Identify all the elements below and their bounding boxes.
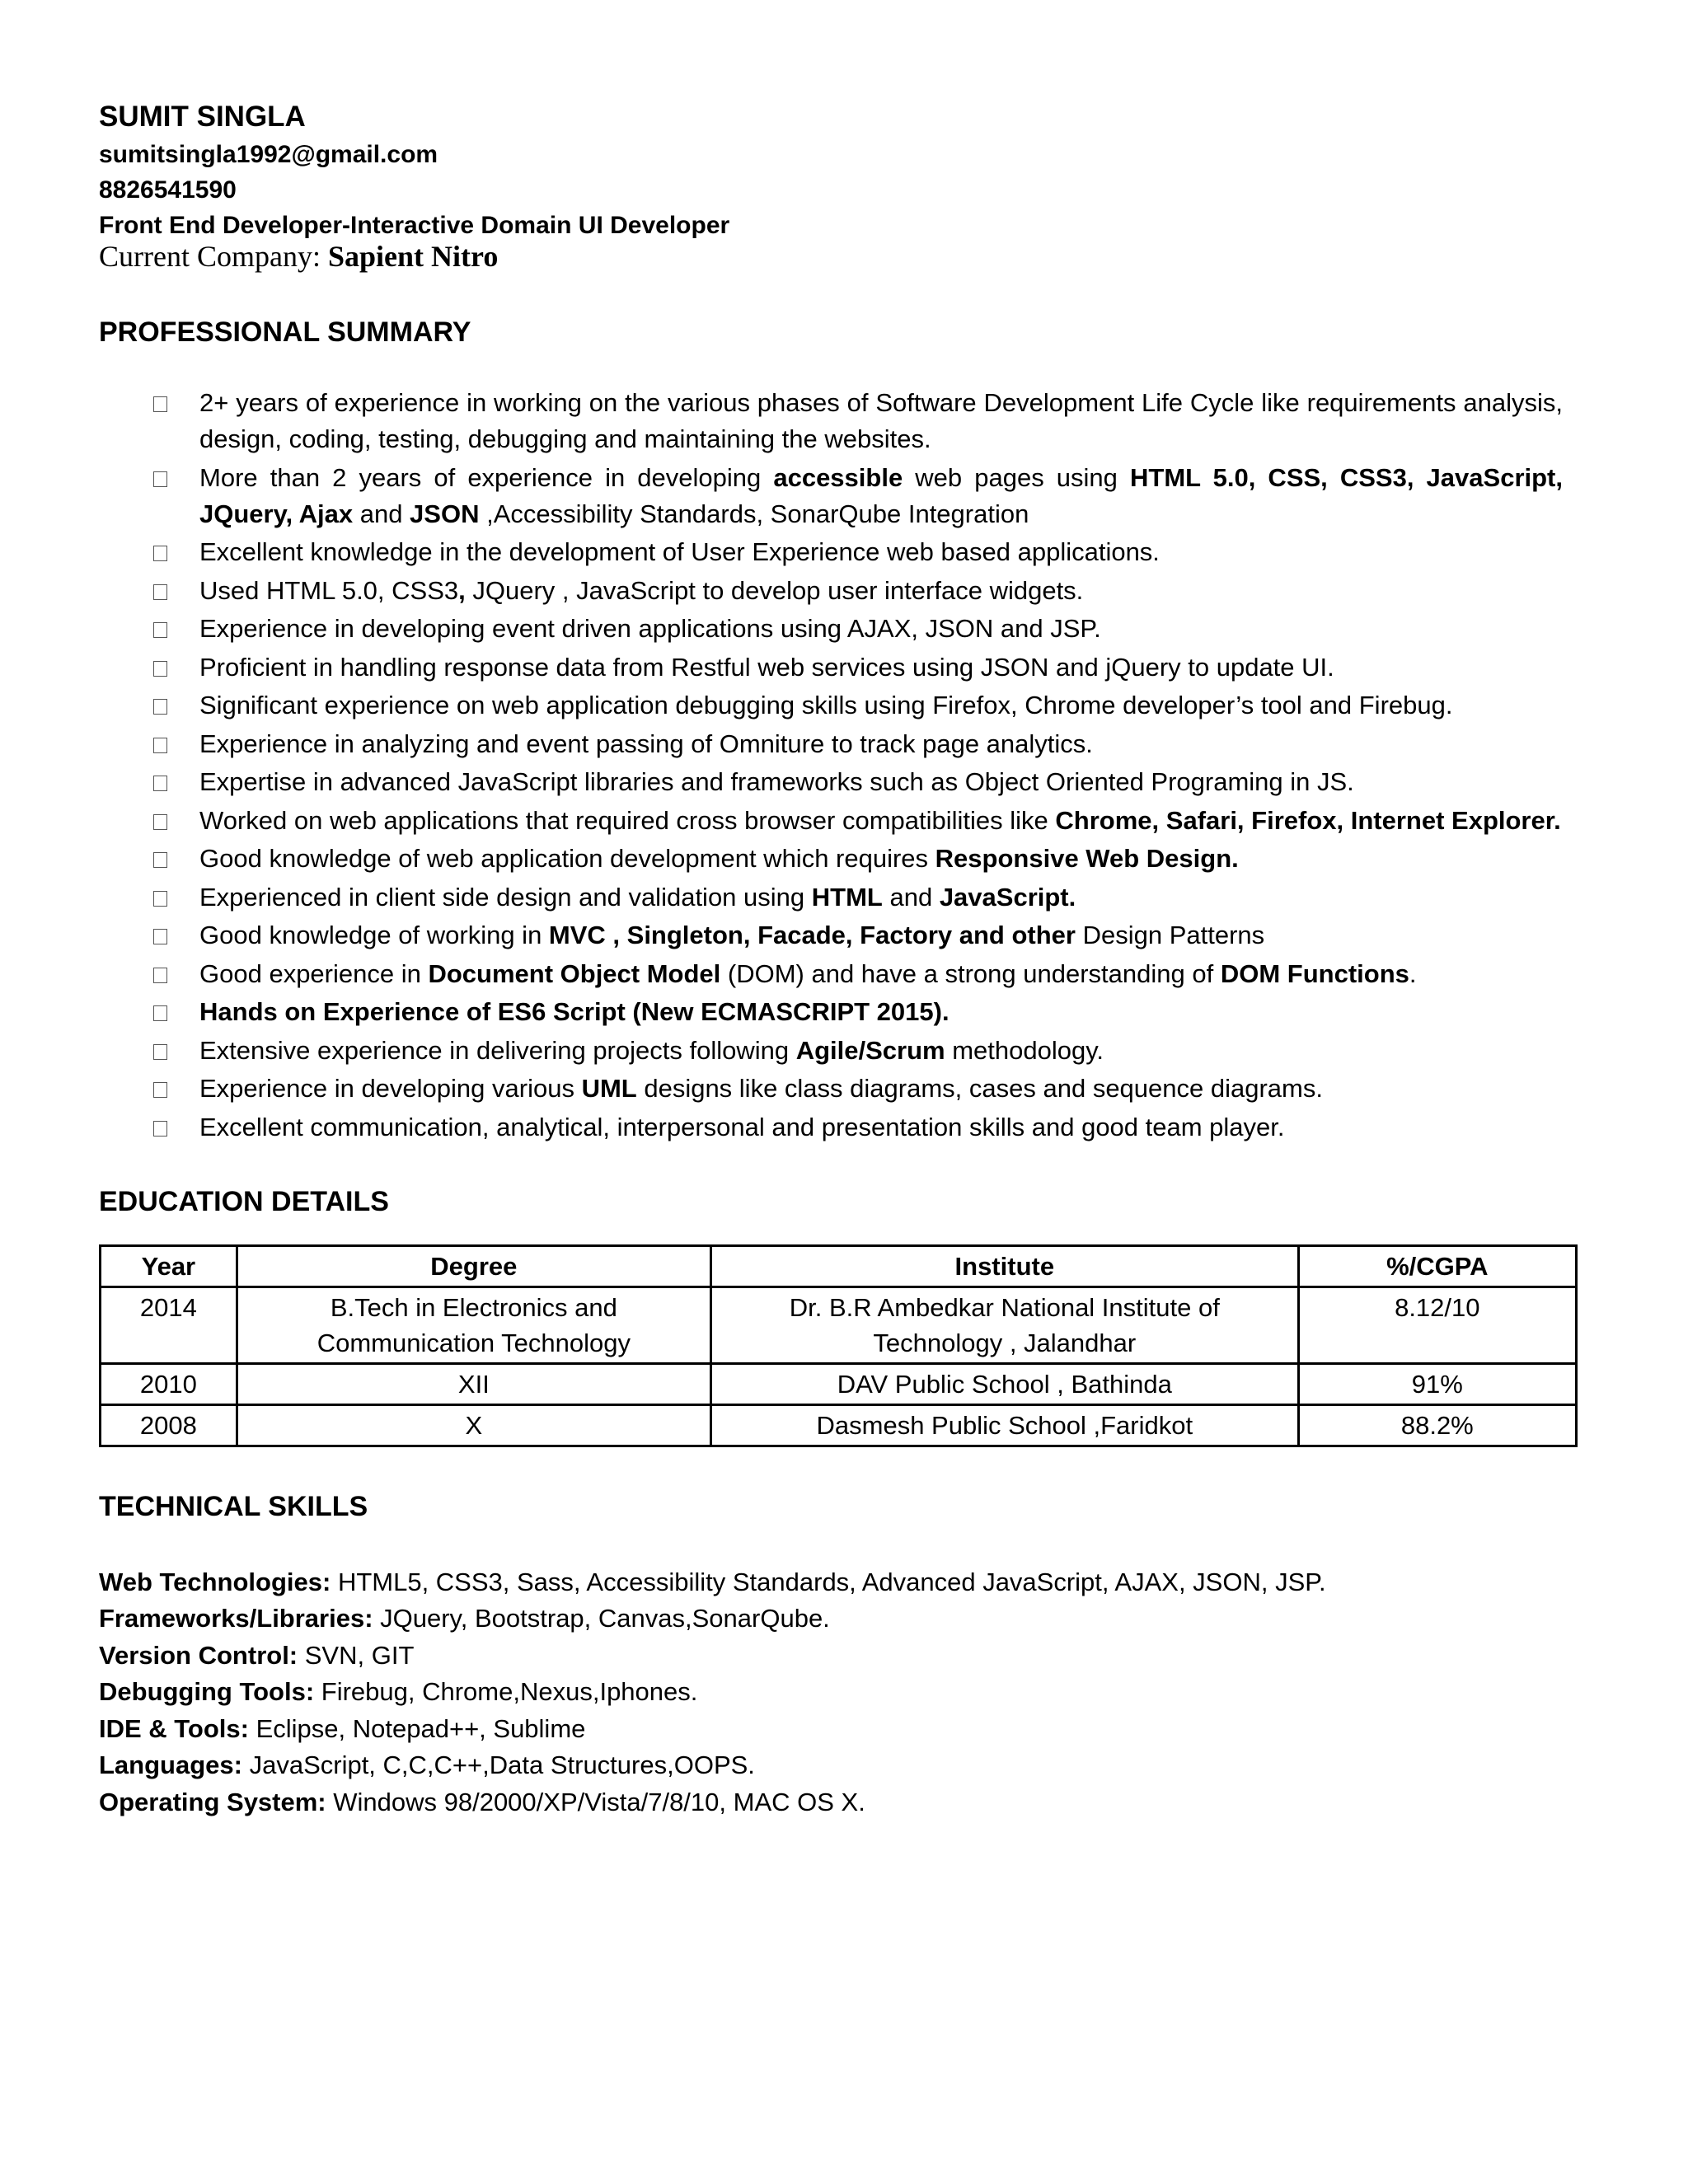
table-header-row xyxy=(101,1245,1577,1286)
checkbox-bullet-icon xyxy=(153,814,167,830)
summary-item-bold-text: MVC , Singleton, Facade, Factory and other xyxy=(548,921,1076,949)
checkbox-bullet-icon xyxy=(153,929,167,944)
summary-item-text: More than 2 years of experience in developing xyxy=(199,462,774,492)
summary-item xyxy=(99,1109,1582,1146)
summary-item-text: Excellent communication, analytical, interpersonal and presentation skills and good team player. xyxy=(199,1112,1285,1141)
summary-item-text: Significant experience on web application debugging skills using Firefox, Chrome developer’s tool and Firebug. xyxy=(199,691,1453,719)
summary-item-bold-text: Chrome, Safari, Firefox, Internet Explorer. xyxy=(1055,805,1561,835)
checkbox-bullet-icon xyxy=(153,396,167,412)
summary-item-text: and xyxy=(882,882,940,912)
summary-item-bold-text: JavaScript. xyxy=(939,882,1076,912)
summary-item-text: web pages using xyxy=(903,462,1131,492)
checkbox-bullet-icon xyxy=(153,584,167,600)
summary-item-text: Proficient in handling response data from Restful web services using JSON and jQuery to update UI. xyxy=(199,652,1334,682)
summary-item-bold-text: UML xyxy=(581,1074,637,1103)
summary-item-text: Worked on web applications that required cross browser compatibilities like xyxy=(199,805,1056,835)
current-company xyxy=(99,240,1582,273)
cell-year: 2008 xyxy=(101,1404,237,1446)
column-header-cgpa: %/CGPA xyxy=(1298,1245,1576,1286)
candidate-name: SUMIT SINGLA xyxy=(99,101,306,133)
skill-label: Version Control: xyxy=(99,1640,298,1670)
summary-item xyxy=(99,994,1582,1030)
skill-line xyxy=(99,1784,1582,1821)
table-row xyxy=(101,1404,1577,1446)
column-header-institute: Institute xyxy=(710,1245,1298,1286)
summary-item-text: Expertise in advanced JavaScript libraries and frameworks such as Object Oriented Programing in JS. xyxy=(199,767,1354,796)
summary-item-bold-text: HTML 5.0, CSS, CSS3, JavaScript, JQuery, Ajax xyxy=(199,462,1563,528)
resume-page xyxy=(99,97,1582,1821)
company-name: Sapient Nitro xyxy=(327,240,499,273)
summary-item-bold-text: DOM Functions xyxy=(1220,958,1409,988)
skill-line xyxy=(99,1564,1582,1601)
summary-item xyxy=(99,917,1582,954)
skill-value: JQuery, Bootstrap, Canvas,SonarQube. xyxy=(373,1604,830,1633)
checkbox-bullet-icon xyxy=(153,852,167,868)
checkbox-bullet-icon xyxy=(153,738,167,753)
skill-label: Operating System: xyxy=(99,1787,326,1816)
skill-line xyxy=(99,1601,1582,1638)
table-row xyxy=(101,1363,1577,1404)
column-header-year: Year xyxy=(101,1245,237,1286)
education-heading: EDUCATION DETAILS xyxy=(99,1185,389,1217)
checkbox-bullet-icon xyxy=(153,1082,167,1098)
table-row xyxy=(101,1286,1577,1363)
cell-cgpa: 88.2% xyxy=(1298,1404,1576,1446)
phone: 8826541590 xyxy=(99,176,237,204)
summary-item xyxy=(99,841,1582,877)
cell-year: 2010 xyxy=(101,1363,237,1404)
summary-item xyxy=(99,879,1582,916)
cell-degree: X xyxy=(237,1404,710,1446)
checkbox-bullet-icon xyxy=(153,776,167,791)
skill-line xyxy=(99,1747,1582,1784)
skill-value: JavaScript, C,C,C++,Data Structures,OOPS. xyxy=(241,1750,755,1779)
summary-item xyxy=(99,726,1582,762)
summary-item-text: Experience in developing various xyxy=(199,1074,582,1103)
summary-item-text: Extensive experience in delivering projects following xyxy=(199,1035,796,1065)
checkbox-bullet-icon xyxy=(153,546,167,561)
cell-cgpa: 8.12/10 xyxy=(1298,1286,1576,1363)
summary-item-text: Experience in analyzing and event passing of Omniture to track page analytics. xyxy=(199,729,1093,758)
summary-item-bold-text: Hands on Experience of ES6 Script (New ECMASCRIPT 2015). xyxy=(199,997,950,1026)
cell-degree: B.Tech in Electronics and Communication Technology xyxy=(237,1286,710,1363)
checkbox-bullet-icon xyxy=(153,891,167,907)
checkbox-bullet-icon xyxy=(153,699,167,715)
summary-item-text: Experienced in client side design and validation using xyxy=(199,882,812,912)
summary-item xyxy=(99,956,1582,992)
summary-item xyxy=(99,460,1582,532)
checkbox-bullet-icon xyxy=(153,661,167,677)
summary-item-text: Excellent knowledge in the development of User Experience web based applications. xyxy=(199,537,1160,566)
summary-item-text: . xyxy=(1409,958,1417,988)
column-header-degree: Degree xyxy=(237,1245,710,1286)
summary-item-bold-text: HTML xyxy=(811,882,883,912)
skill-label: Web Technologies: xyxy=(99,1567,331,1596)
skill-value: SVN, GIT xyxy=(298,1640,415,1670)
summary-item xyxy=(99,803,1582,839)
checkbox-bullet-icon xyxy=(153,622,167,638)
summary-item-text: Good experience in xyxy=(199,958,429,988)
checkbox-bullet-icon xyxy=(153,471,167,487)
cell-institute: Dr. B.R Ambedkar National Institute of Technology , Jalandhar xyxy=(710,1286,1298,1363)
checkbox-bullet-icon xyxy=(153,1005,167,1021)
summary-item-text: methodology. xyxy=(945,1035,1104,1065)
cell-cgpa: 91% xyxy=(1298,1363,1576,1404)
summary-item-bold-text: , xyxy=(458,575,466,605)
summary-item-text: JQuery , JavaScript to develop user interface widgets. xyxy=(465,575,1084,605)
summary-item xyxy=(99,1033,1582,1069)
skill-label: Debugging Tools: xyxy=(99,1677,315,1706)
cell-institute: DAV Public School , Bathinda xyxy=(710,1363,1298,1404)
skill-value: Eclipse, Notepad++, Sublime xyxy=(248,1713,586,1743)
email: sumitsingla1992@gmail.com xyxy=(99,141,438,168)
summary-item xyxy=(99,573,1582,609)
company-label: Current Company: xyxy=(99,240,328,273)
checkbox-bullet-icon xyxy=(153,1121,167,1137)
skill-label: Languages: xyxy=(99,1750,242,1779)
summary-item-text: Good knowledge of working in xyxy=(199,921,549,949)
skill-value: HTML5, CSS3, Sass, Accessibility Standards, Advanced JavaScript, AJAX, JSON, JSP. xyxy=(331,1567,1326,1596)
checkbox-bullet-icon xyxy=(153,968,167,983)
summary-item-bold-text: Document Object Model xyxy=(428,958,721,988)
education-table xyxy=(99,1244,1578,1447)
skill-line xyxy=(99,1674,1582,1711)
skill-label: IDE & Tools: xyxy=(99,1713,249,1743)
summary-item xyxy=(99,1071,1582,1107)
skill-line xyxy=(99,1711,1582,1748)
summary-item-text: Used HTML 5.0, CSS3 xyxy=(199,575,459,605)
summary-item-text: Good knowledge of web application development which requires xyxy=(199,844,935,873)
job-title: Front End Developer-Interactive Domain UI Developer xyxy=(99,212,730,239)
summary-item xyxy=(99,764,1582,800)
summary-item-bold-text: accessible xyxy=(773,462,903,492)
summary-item xyxy=(99,687,1582,724)
cell-year: 2014 xyxy=(101,1286,237,1363)
summary-item-bold-text: Responsive Web Design. xyxy=(935,844,1239,873)
summary-item-text: Design Patterns xyxy=(1075,921,1265,949)
skills-list xyxy=(99,1564,1582,1821)
summary-item xyxy=(99,385,1582,457)
cell-degree: XII xyxy=(237,1363,710,1404)
summary-list xyxy=(99,385,1582,1146)
checkbox-bullet-icon xyxy=(153,1044,167,1060)
summary-item-text: 2+ years of experience in working on the various phases of Software Development Life Cycle like requirements analysis, design, coding, testing, debugging and maintaining the websites. xyxy=(199,388,1563,453)
skill-value: Firebug, Chrome,Nexus,Iphones. xyxy=(314,1677,698,1706)
summary-item xyxy=(99,611,1582,647)
summary-item xyxy=(99,649,1582,686)
summary-item xyxy=(99,534,1582,570)
summary-item-bold-text: JSON xyxy=(410,499,480,528)
summary-item-text: and xyxy=(353,499,410,528)
skill-line xyxy=(99,1638,1582,1675)
summary-heading: PROFESSIONAL SUMMARY xyxy=(99,316,471,348)
skill-value: Windows 98/2000/XP/Vista/7/8/10, MAC OS X. xyxy=(326,1787,865,1816)
summary-item-text: Experience in developing event driven applications using AJAX, JSON and JSP. xyxy=(199,614,1101,643)
skill-label: Frameworks/Libraries: xyxy=(99,1604,373,1633)
summary-item-bold-text: Agile/Scrum xyxy=(795,1035,945,1065)
summary-item-text: designs like class diagrams, cases and sequence diagrams. xyxy=(636,1074,1323,1103)
summary-item-text: ,Accessibility Standards, SonarQube Integration xyxy=(479,499,1029,528)
summary-item-text: (DOM) and have a strong understanding of xyxy=(720,958,1221,988)
cell-institute: Dasmesh Public School ,Faridkot xyxy=(710,1404,1298,1446)
skills-heading: TECHNICAL SKILLS xyxy=(99,1490,368,1522)
